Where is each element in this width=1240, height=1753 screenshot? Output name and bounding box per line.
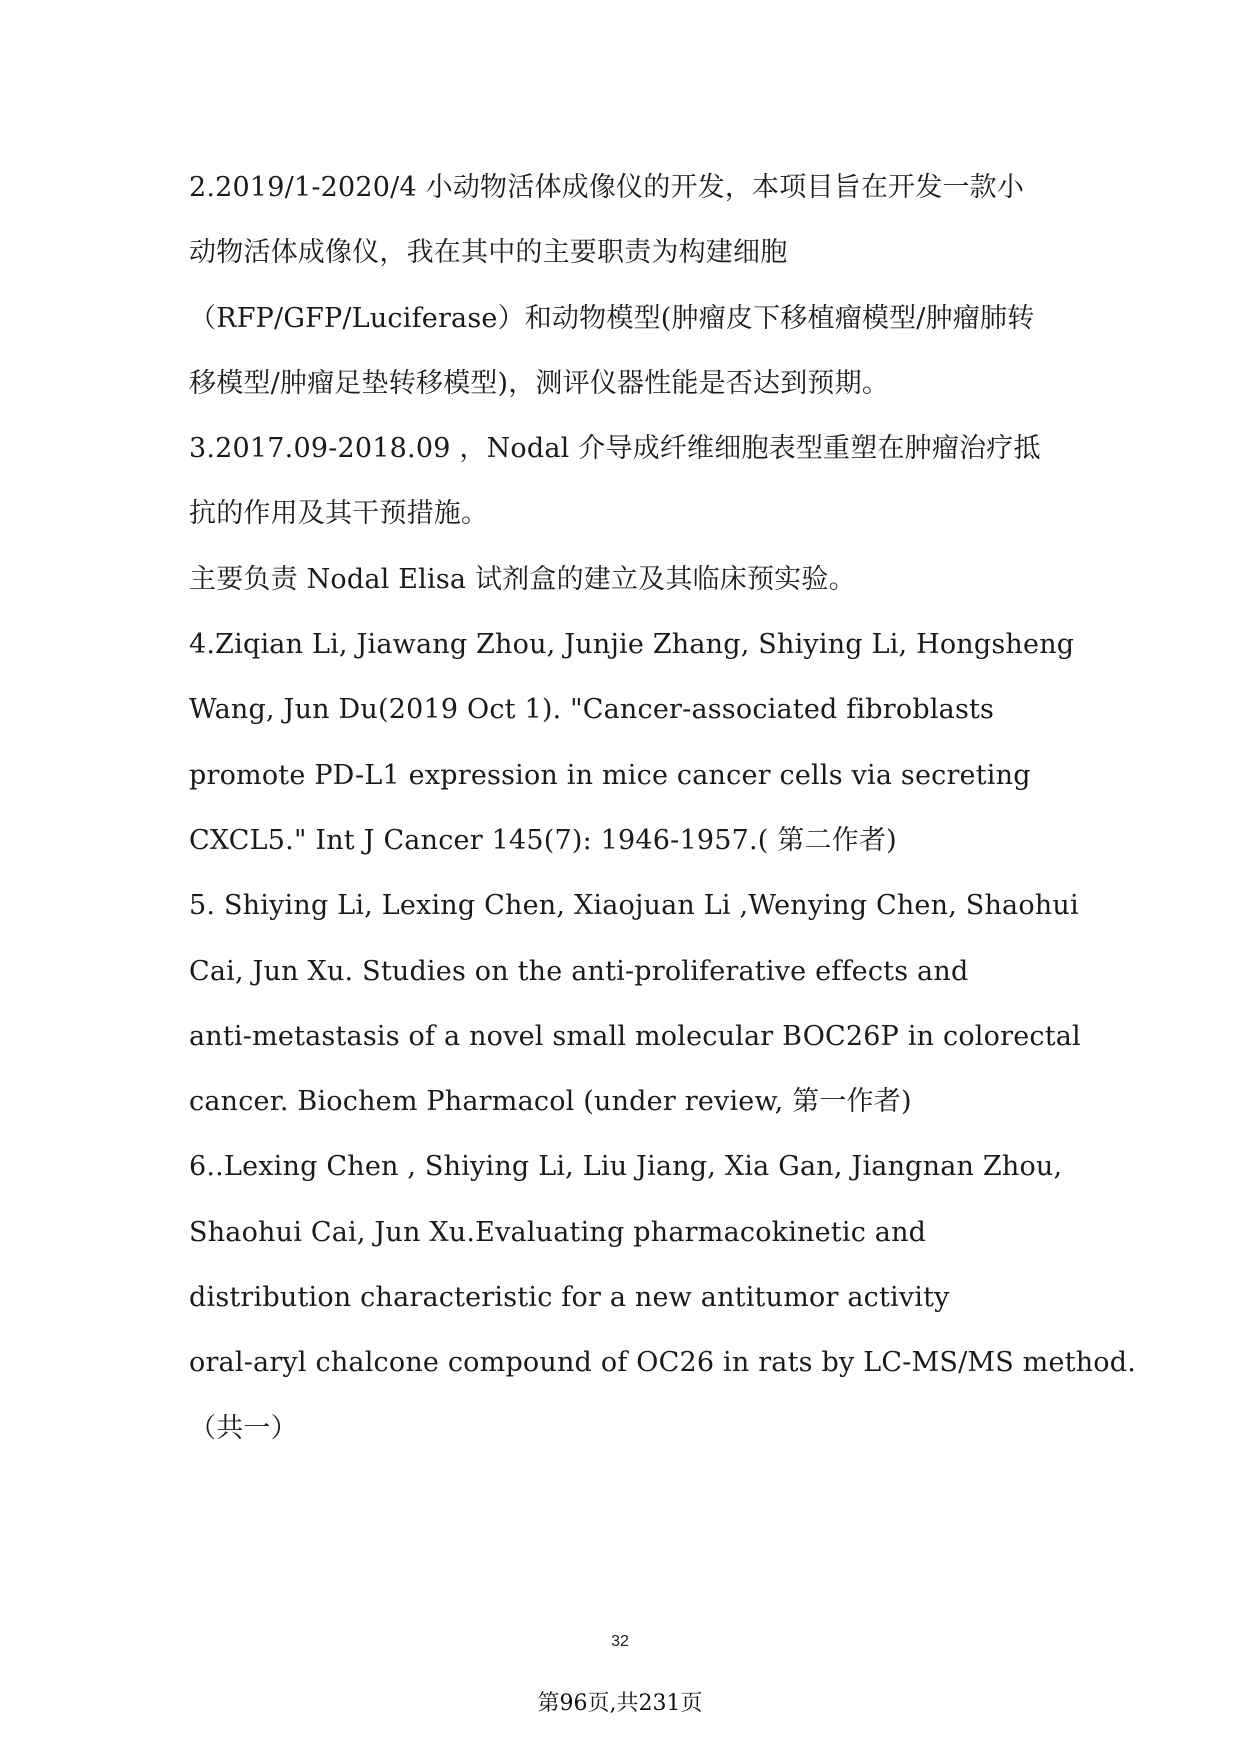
text-line: anti-metastasis of a novel small molecular BOC26P in colorectal [189,1020,1081,1052]
document-body [189,155,1137,1461]
text-line: cancer. Biochem Pharmacol (under review, 第一作者) [189,1086,912,1118]
text-line: 6..Lexing Chen , Shiying Li, Liu Jiang, Xia Gan, Jiangnan Zhou, [189,1151,1063,1183]
text-line: 5. Shiying Li, Lexing Chen, Xiaojuan Li ,Wenying Chen, Shaohui [189,890,1079,922]
text-line: 2.2019/1-2020/4 小动物活体成像仪的开发，本项目旨在开发一款小 [189,172,1025,203]
text-line: CXCL5." Int J Cancer 145(7): 1946-1957.( 第二作者) [189,824,897,856]
text-line: 主要负责 Nodal Elisa 试剂盒的建立及其临床预实验。 [189,563,856,595]
text-line: 动物活体成像仪，我在其中的主要职责为构建细胞 [189,237,788,269]
text-line: Wang, Jun Du(2019 Oct 1). "Cancer-associated fibroblasts [189,694,995,726]
text-line: （共一） [189,1412,298,1444]
text-line: 移模型/肿瘤足垫转移模型)，测评仪器性能是否达到预期。 [189,367,890,399]
page-footer: 第96页,共231页 [537,1691,703,1716]
text-line: Shaohui Cai, Jun Xu.Evaluating pharmacokinetic and [189,1216,927,1248]
text-line: （RFP/GFP/Luciferase）和动物模型(肿瘤皮下移植瘤模型/肿瘤肺转 [189,302,1035,334]
page-number: 32 [611,1633,629,1650]
text-line: oral-aryl chalcone compound of OC26 in rats by LC-MS/MS method. [189,1347,1137,1379]
text-line: promote PD-L1 expression in mice cancer cells via secreting [189,759,1031,791]
text-line: 3.2017.09-2018.09 ，Nodal 介导成纤维细胞表型重塑在肿瘤治疗抵 [189,433,1041,465]
text-line: distribution characteristic for a new antitumor activity [189,1282,950,1314]
text-line: 抗的作用及其干预措施。 [189,498,489,530]
text-line: Cai, Jun Xu. Studies on the anti-proliferative effects and [189,955,969,987]
text-line: 4.Ziqian Li, Jiawang Zhou, Junjie Zhang, Shiying Li, Hongsheng [189,629,1075,661]
